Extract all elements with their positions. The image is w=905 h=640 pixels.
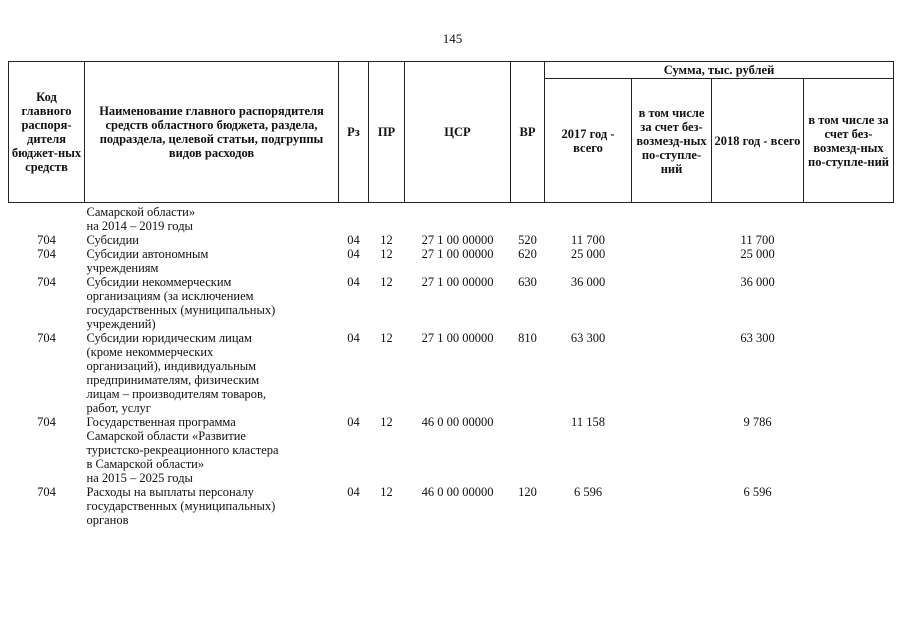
cell-sum-2017: 11 158 (571, 415, 605, 429)
cell-vr (511, 203, 545, 234)
cell-pr: 12 (380, 233, 393, 247)
cell-csr: 27 1 00 00000 (421, 233, 494, 247)
header-sum-2017-grants: в том числе за счет без-возмезд-ных по-ступле-ний (632, 79, 712, 203)
cell-code: 704 (37, 247, 56, 261)
table-row (9, 233, 894, 247)
cell-sum-2018: 11 700 (740, 233, 775, 247)
table-row (9, 247, 894, 275)
cell-pr: 12 (380, 485, 393, 499)
cell-sum-2018-grants (804, 331, 894, 415)
header-sum-group: Сумма, тыс. рублей (545, 62, 894, 79)
cell-code: 704 (37, 331, 56, 345)
cell-rz: 04 (347, 415, 360, 429)
cell-name: Расходы на выплаты персоналу государственных (муниципальных) органов (86, 485, 276, 527)
header-sum-2018-grants: в том числе за счет без-возмезд-ных по-ступле-ний (804, 79, 894, 203)
table-row (9, 331, 894, 415)
cell-sum-2018-grants (804, 203, 894, 234)
cell-vr: 520 (518, 233, 537, 247)
cell-sum-2018: 36 000 (740, 275, 775, 289)
cell-csr: 46 0 00 00000 (421, 485, 494, 499)
table-row (9, 485, 894, 527)
cell-csr (405, 203, 511, 234)
cell-rz: 04 (347, 331, 360, 345)
cell-csr: 27 1 00 00000 (421, 247, 494, 261)
table-row (9, 275, 894, 331)
cell-name: Самарской области» на 2014 – 2019 годы (86, 205, 196, 233)
cell-sum-2018: 63 300 (740, 331, 775, 345)
cell-sum-2017-grants (632, 275, 712, 331)
header-rz: Рз (339, 62, 369, 203)
budget-table (8, 61, 894, 527)
cell-sum-2018 (712, 203, 804, 234)
cell-sum-2017: 63 300 (570, 331, 606, 345)
cell-sum-2017 (545, 203, 632, 234)
table-row (9, 203, 894, 234)
cell-pr (369, 203, 405, 234)
cell-sum-2017-grants (632, 203, 712, 234)
cell-rz: 04 (347, 485, 360, 499)
cell-rz: 04 (347, 233, 360, 247)
cell-name: Субсидии юридическим лицам (кроме некоммерческих организаций), индивидуальным предпринимателям, физическим лицам – производителям товаров, работ, услуг (86, 331, 267, 415)
cell-vr: 620 (518, 247, 537, 261)
cell-sum-2017: 36 000 (570, 275, 606, 289)
cell-sum-2018: 9 786 (743, 415, 772, 429)
cell-sum-2017-grants (632, 415, 712, 485)
header-csr: ЦСР (405, 62, 511, 203)
cell-sum-2017-grants (632, 233, 712, 247)
cell-sum-2017-grants (632, 485, 712, 527)
cell-sum-2017-grants (632, 247, 712, 275)
cell-code: 704 (37, 485, 56, 499)
header-vr: ВР (511, 62, 545, 203)
cell-rz: 04 (347, 247, 360, 261)
cell-vr: 810 (518, 331, 537, 345)
cell-vr (511, 415, 545, 485)
cell-pr: 12 (380, 247, 393, 261)
cell-rz (339, 203, 369, 234)
cell-name: Государственная программа Самарской области «Развитие туристско-рекреационного кластера в Самарской области» на 2015 – 2025 годы (86, 415, 279, 485)
table-row (9, 415, 894, 485)
cell-sum-2017: 11 700 (571, 233, 605, 247)
cell-pr: 12 (380, 331, 393, 345)
cell-sum-2018: 6 596 (743, 485, 772, 499)
cell-sum-2017: 25 000 (570, 247, 606, 261)
cell-name: Субсидии автономным учреждениям (86, 247, 209, 275)
cell-sum-2017: 6 596 (573, 485, 603, 499)
header-name: Наименование главного распорядителя средств областного бюджета, раздела, подраздела, целевой статьи, подгруппы видов расходов (85, 62, 339, 203)
cell-vr: 630 (518, 275, 537, 289)
cell-code (9, 203, 85, 234)
table-body (9, 203, 894, 528)
cell-code: 704 (37, 415, 56, 429)
cell-pr: 12 (380, 275, 393, 289)
header-code: Код главного распоря-дителя бюджет-ных средств (9, 62, 85, 203)
cell-sum-2018: 25 000 (740, 247, 775, 261)
table-header (9, 62, 894, 203)
cell-sum-2018-grants (804, 247, 894, 275)
header-sum-2017: 2017 год - всего (545, 79, 632, 203)
cell-vr: 120 (518, 485, 537, 499)
cell-csr: 46 0 00 00000 (421, 415, 494, 429)
cell-csr: 27 1 00 00000 (421, 275, 494, 289)
cell-csr: 27 1 00 00000 (421, 331, 494, 345)
cell-sum-2018-grants (804, 233, 894, 247)
cell-sum-2018-grants (804, 415, 894, 485)
cell-sum-2017-grants (632, 331, 712, 415)
cell-name: Субсидии (86, 233, 139, 247)
cell-sum-2018-grants (804, 275, 894, 331)
cell-code: 704 (37, 233, 56, 247)
cell-name: Субсидии некоммерческим организациям (за исключением государственных (муниципальных) учреждений) (86, 275, 276, 331)
header-pr: ПР (369, 62, 405, 203)
page-number: 145 (442, 31, 463, 46)
header-sum-2018: 2018 год - всего (712, 79, 804, 203)
cell-code: 704 (37, 275, 56, 289)
cell-sum-2018-grants (804, 485, 894, 527)
cell-rz: 04 (347, 275, 360, 289)
cell-pr: 12 (380, 415, 393, 429)
